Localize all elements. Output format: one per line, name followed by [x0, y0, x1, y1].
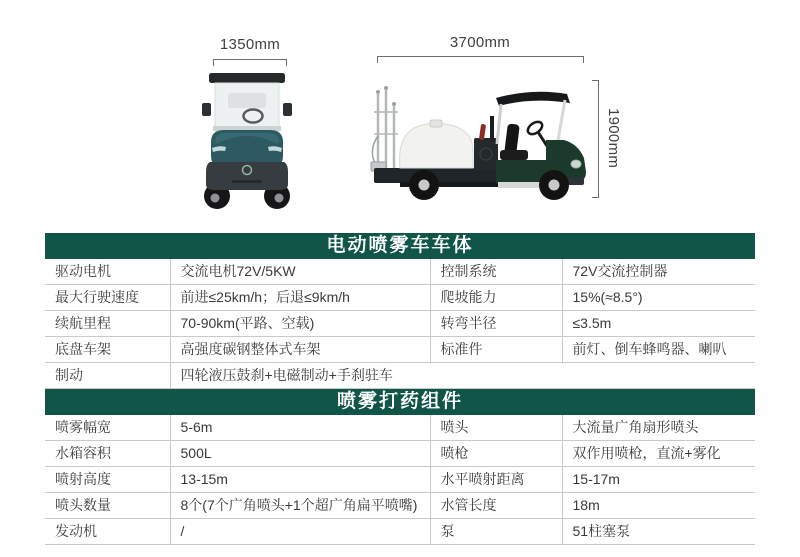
headlight: [571, 160, 581, 168]
spec-row: [45, 259, 755, 285]
red-lever: [479, 124, 486, 141]
spec-value: 13-15m: [170, 467, 430, 493]
canopy-roof: [496, 92, 570, 106]
spec-value: 500L: [170, 441, 430, 467]
spec-value: 交流电机72V/5KW: [170, 259, 430, 285]
seat-base: [500, 150, 528, 160]
spec-row: [45, 493, 755, 519]
side-height-bracket: [592, 80, 599, 198]
spec-row: [45, 337, 755, 363]
hub-right: [275, 194, 284, 203]
spec-value: 51柱塞泵: [562, 519, 755, 545]
side-length-dimension-label: 3700mm: [449, 34, 511, 51]
grille-slit: [232, 180, 262, 183]
water-tank: [400, 123, 473, 168]
spec-value: 前灯、倒车蜂鸣器、喇叭: [562, 337, 755, 363]
spec-value: 18m: [562, 493, 755, 519]
front-width-dimension-label: 1350mm: [219, 36, 281, 53]
spec-value: /: [170, 519, 430, 545]
seat-back: [504, 123, 520, 154]
spec-value: 15%(≈8.5°): [562, 285, 755, 311]
spec-value: 大流量广角扇形喷头: [562, 415, 755, 441]
nozzle: [376, 90, 380, 94]
spec-row: [45, 311, 755, 337]
spec-label: 喷射高度: [45, 467, 170, 493]
spray-rack: [378, 90, 394, 168]
product-views: [0, 0, 800, 230]
spec-value: 高强度碳钢整体式车架: [170, 337, 430, 363]
spec-label: 水平喷射距离: [430, 467, 562, 493]
spec-value: 双作用喷枪，直流+雾化: [562, 441, 755, 467]
tank-cap: [430, 120, 442, 127]
vehicle-body-table-title: 电动喷雾车车体: [45, 233, 755, 259]
front-view-image: [202, 66, 292, 212]
side-length-bracket: [377, 56, 584, 63]
spec-value: 5-6m: [170, 415, 430, 441]
spec-value: 前进≤25km/h；后退≤9km/h: [170, 285, 430, 311]
spec-value: 15-17m: [562, 467, 755, 493]
spray-kit-table: [45, 415, 755, 545]
nozzle: [384, 86, 388, 90]
spec-tables: [45, 233, 755, 545]
left-mirror: [202, 103, 211, 116]
steering-wheel-side: [526, 119, 545, 136]
spec-label: 标准件: [430, 337, 562, 363]
spray-kit-spec-table: [45, 389, 755, 545]
cart-roof: [209, 73, 285, 83]
spec-label: 喷雾幅宽: [45, 415, 170, 441]
cart-seat: [228, 93, 266, 108]
vehicle-body-spec-table: [45, 233, 755, 389]
spec-label: 发动机: [45, 519, 170, 545]
spec-label: 喷头: [430, 415, 562, 441]
spec-label: 最大行驶速度: [45, 285, 170, 311]
nozzle: [392, 102, 396, 106]
spec-label: 喷枪: [430, 441, 562, 467]
spec-value: 8个(7个广角喷头+1个超广角扁平喷嘴): [170, 493, 430, 519]
spec-label: 泵: [430, 519, 562, 545]
pump-unit: [474, 138, 498, 170]
spray-kit-table-title: 喷雾打药组件: [45, 389, 755, 415]
front-hub: [549, 180, 560, 191]
spec-label: 爬坡能力: [430, 285, 562, 311]
flatbed: [374, 168, 506, 183]
hub-left: [211, 194, 220, 203]
spec-row: [45, 285, 755, 311]
spec-label: 喷头数量: [45, 493, 170, 519]
spec-label: 控制系统: [430, 259, 562, 285]
side-view-image: [370, 78, 586, 204]
vehicle-body-table: [45, 259, 755, 389]
right-mirror: [283, 103, 292, 116]
spec-label: 驱动电机: [45, 259, 170, 285]
front-width-bracket: [213, 59, 287, 66]
spec-label: 水管长度: [430, 493, 562, 519]
spec-label: 续航里程: [45, 311, 170, 337]
steering-column: [538, 132, 547, 146]
spec-value: 72V交流控制器: [562, 259, 755, 285]
pump-pole: [490, 116, 494, 140]
spec-label: 底盘车架: [45, 337, 170, 363]
spec-label: 转弯半径: [430, 311, 562, 337]
spec-row: [45, 441, 755, 467]
spec-row: [45, 363, 755, 389]
spec-row: [45, 519, 755, 545]
rear-hub: [419, 180, 430, 191]
spec-row: [45, 467, 755, 493]
spec-label: 制动: [45, 363, 170, 389]
spec-row: [45, 415, 755, 441]
front-bumper-side: [568, 178, 584, 185]
rear-roof-post: [497, 104, 501, 144]
spec-value: 四轮液压鼓刹+电磁制动+手刹驻车: [170, 363, 755, 389]
side-height-dimension-label: 1900mm: [605, 107, 622, 169]
spec-label: 水箱容积: [45, 441, 170, 467]
spec-value: 70-90km(平路、空载): [170, 311, 430, 337]
spec-value: ≤3.5m: [562, 311, 755, 337]
